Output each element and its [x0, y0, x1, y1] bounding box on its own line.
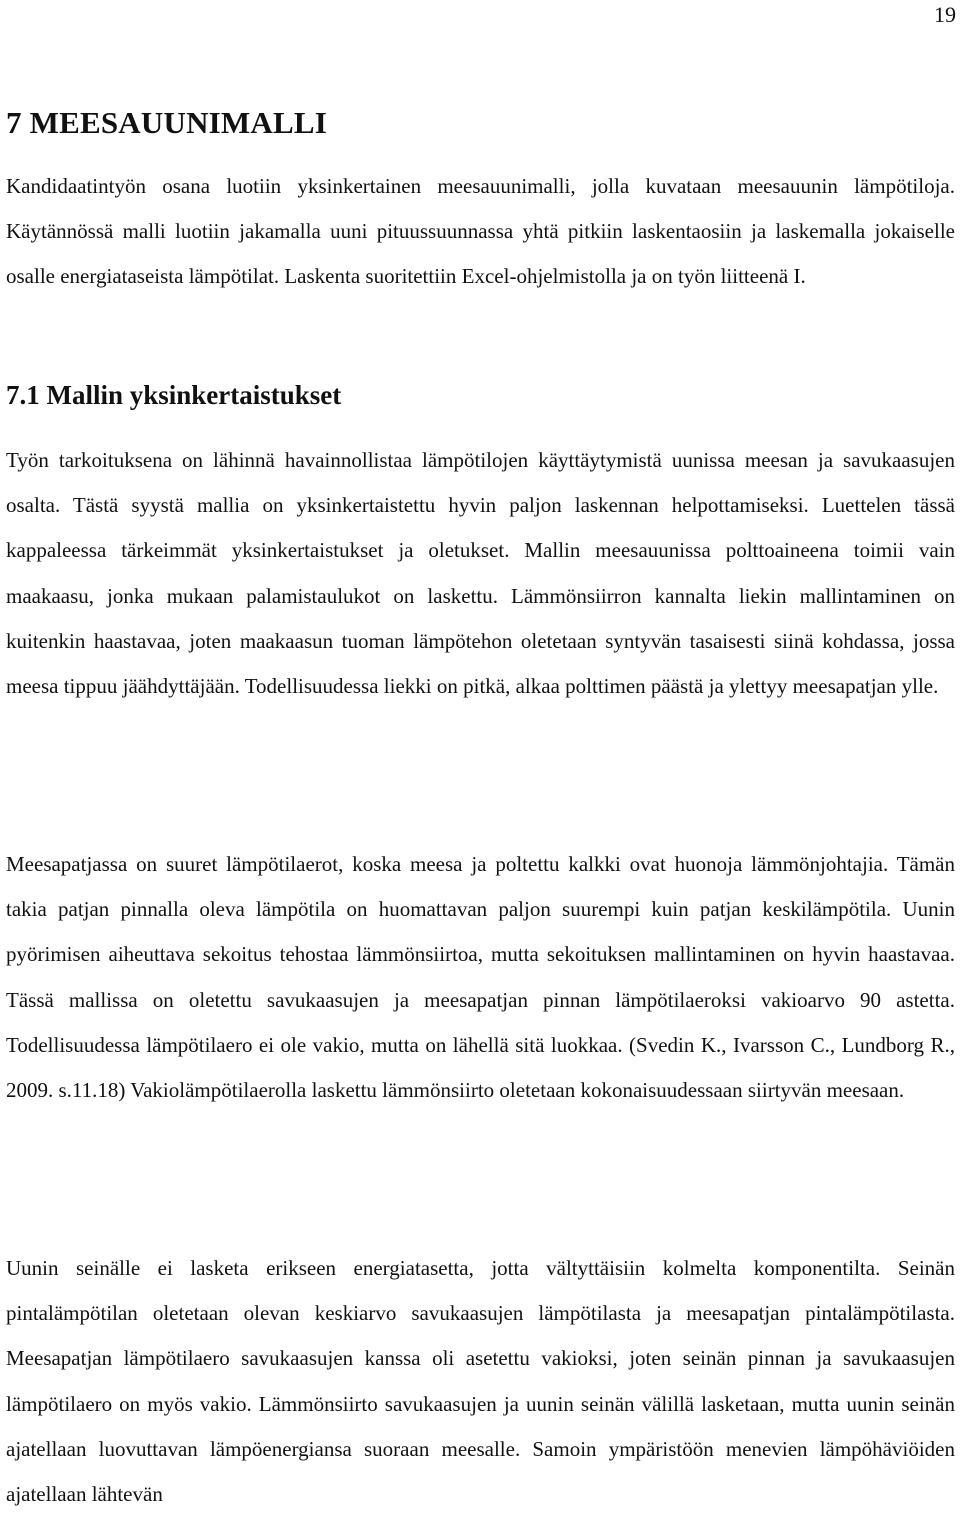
- section-paragraph-kiln-wall: Uunin seinälle ei lasketa erikseen energiatasetta, jotta vältyttäisiin kolmelta komponentilta. Seinän pintalämpötilan oletetaan olevan keskiarvo savukaasujen lämpötilasta ja meesapatjan pintalämpötilasta. Meesapatjan lämpötilaero savukaasujen kanssa oli asetettu vakioksi, joten seinän pinnan ja savukaasujen lämpötilaero on myös vakio. Lämmönsiirto savukaasujen ja uunin seinän välillä lasketaan, mutta uunin seinän ajatellaan luovuttavan lämpöenergiansa suoraan meesalle. Samoin ympäristöön menevien lämpöhäviöiden ajatellaan lähtevän: [6, 1256, 955, 1507]
- section-paragraph-simplifications: Työn tarkoituksena on lähinnä havainnollistaa lämpötilojen käyttäytymistä uunissa meesan ja savukaasujen osalta. Tästä syystä mallia on yksinkertaistettu hyvin paljon laskennan helpottamiseksi. Luettelen tässä kappaleessa tärkeimmät yksinkertaistukset ja oletukset. Mallin meesauunissa polttoaineena toimii vain maakaasu, jonka mukaan palamistaulukot on laskettu. Lämmönsiirron kannalta liekin mallintaminen on kuitenkin haastavaa, joten maakaasun tuoman lämpötehon oletetaan syntyvän tasaisesti siinä kohdassa, jossa meesa tippuu jäähdyttäjään. Todellisuudessa liekki on pitkä, alkaa polttimen päästä ja ylettyy meesapatjan ylle.: [6, 448, 955, 699]
- page-number: 19: [934, 2, 956, 27]
- section-heading: 7.1 Mallin yksinkertaistukset: [6, 380, 342, 410]
- chapter-heading: 7 MEESAUUNIMALLI: [6, 105, 327, 140]
- chapter-intro-paragraph: Kandidaatintyön osana luotiin yksinkertainen meesauunimalli, jolla kuvataan meesauunin lämpötiloja. Käytännössä malli luotiin jakamalla uuni pituussuunnassa yhtä pitkiin laskentaosiin ja laskemalla jokaiselle osalle energiataseista lämpötilat. Laskenta suoritettiin Excel-ohjelmistolla ja on työn liitteenä I.: [6, 174, 955, 289]
- section-paragraph-lime-bed: Meesapatjassa on suuret lämpötilaerot, koska meesa ja poltettu kalkki ovat huonoja lämmönjohtajia. Tämän takia patjan pinnalla oleva lämpötila on huomattavan paljon suurempi kuin patjan keskilämpötila. Uunin pyörimisen aiheuttava sekoitus tehostaa lämmönsiirtoa, mutta sekoituksen mallintaminen on hyvin haastavaa. Tässä mallissa on oletettu savukaasujen ja meesapatjan pinnan lämpötilaeroksi vakioarvo 90 astetta. Todellisuudessa lämpötilaero ei ole vakio, mutta on lähellä sitä luokkaa. (Svedin K., Ivarsson C., Lundborg R., 2009. s.11.18) Vakiolämpötilaerolla laskettu lämmönsiirto oletetaan kokonaisuudessaan siirtyvän meesaan.: [6, 852, 955, 1103]
